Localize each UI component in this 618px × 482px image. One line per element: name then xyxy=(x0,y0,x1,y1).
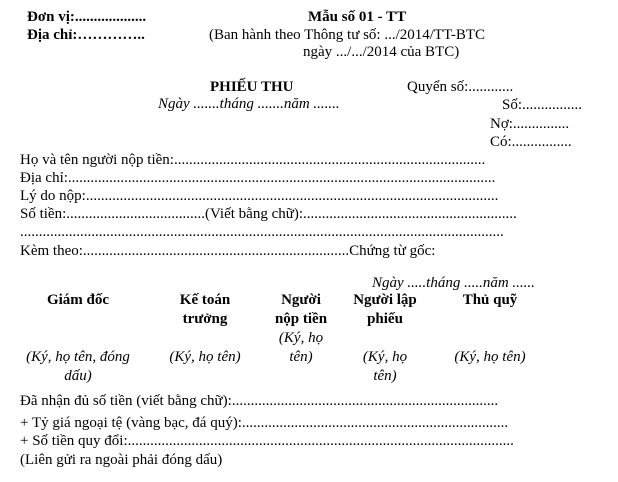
signature-title: Thủ quỹ xyxy=(462,292,518,308)
signature-note: (Ký, họ tên) xyxy=(454,349,526,365)
signature-note: (Ký, họ tên) xyxy=(169,349,241,365)
signature-note: (Ký, họ tên) xyxy=(362,349,408,384)
exchange-rate-field[interactable]: + Tỷ giá ngoại tệ (vàng bạc, đá quý):....................................................................... xyxy=(20,415,509,431)
attached-documents-field[interactable]: Kèm theo:.......................................................................Chứng từ gốc: xyxy=(20,243,436,259)
credit-account: Có:................ xyxy=(490,134,572,150)
signature-date: Ngày .....tháng .....năm ...... xyxy=(372,275,535,291)
issued-date-line: ngày .../.../2014 của BTC) xyxy=(303,44,460,60)
payer-name-field[interactable]: Họ và tên người nộp tiền:................................................................................... xyxy=(20,152,486,168)
signature-director xyxy=(18,291,138,386)
signature-cashier xyxy=(440,291,540,367)
signature-chief-accountant xyxy=(160,291,250,367)
issued-by-line: (Ban hành theo Thông tư số: .../2014/TT-BTC xyxy=(209,27,486,43)
amount-field[interactable]: Số tiền:.....................................(Viết bằng chữ):......................................................... xyxy=(20,206,517,222)
address-label: Địa chỉ:………….. xyxy=(27,27,145,43)
receipt-number: Số:................ xyxy=(502,97,583,113)
signature-preparer xyxy=(345,291,425,386)
signature-note: (Ký, họ tên) xyxy=(278,330,324,365)
signature-title: Kế toán trưởng xyxy=(179,292,231,327)
signature-title: Người lập phiếu xyxy=(353,292,417,327)
signature-title: Giám đốc xyxy=(46,292,110,308)
converted-amount-field[interactable]: + Số tiền quy đổi:....................................................................................................... xyxy=(20,433,514,449)
stamp-note: (Liên gửi ra ngoài phải đóng dấu) xyxy=(20,452,223,468)
document-date: Ngày .......tháng .......năm ....... xyxy=(158,96,340,112)
book-number: Quyển số:............ xyxy=(407,79,514,95)
document-title: PHIẾU THU xyxy=(210,79,294,95)
signature-payer xyxy=(272,291,330,367)
signature-title: Người nộp tiền xyxy=(274,292,328,327)
received-amount-field[interactable]: Đã nhận đủ số tiền (viết bằng chữ):....................................................................... xyxy=(20,393,499,409)
address-field[interactable]: Địa chỉ:.................................................................................................................. xyxy=(20,170,496,186)
signature-note: (Ký, họ tên, đóng dấu) xyxy=(26,349,130,384)
reason-field[interactable]: Lý do nộp:.............................................................................................................. xyxy=(20,188,499,204)
debit-account: Nợ:............... xyxy=(490,116,570,132)
unit-label: Đơn vị:................... xyxy=(27,9,147,25)
amount-continued-field[interactable]: ................................................................................................................................. xyxy=(20,224,504,240)
form-code: Mẫu số 01 - TT xyxy=(308,9,407,25)
